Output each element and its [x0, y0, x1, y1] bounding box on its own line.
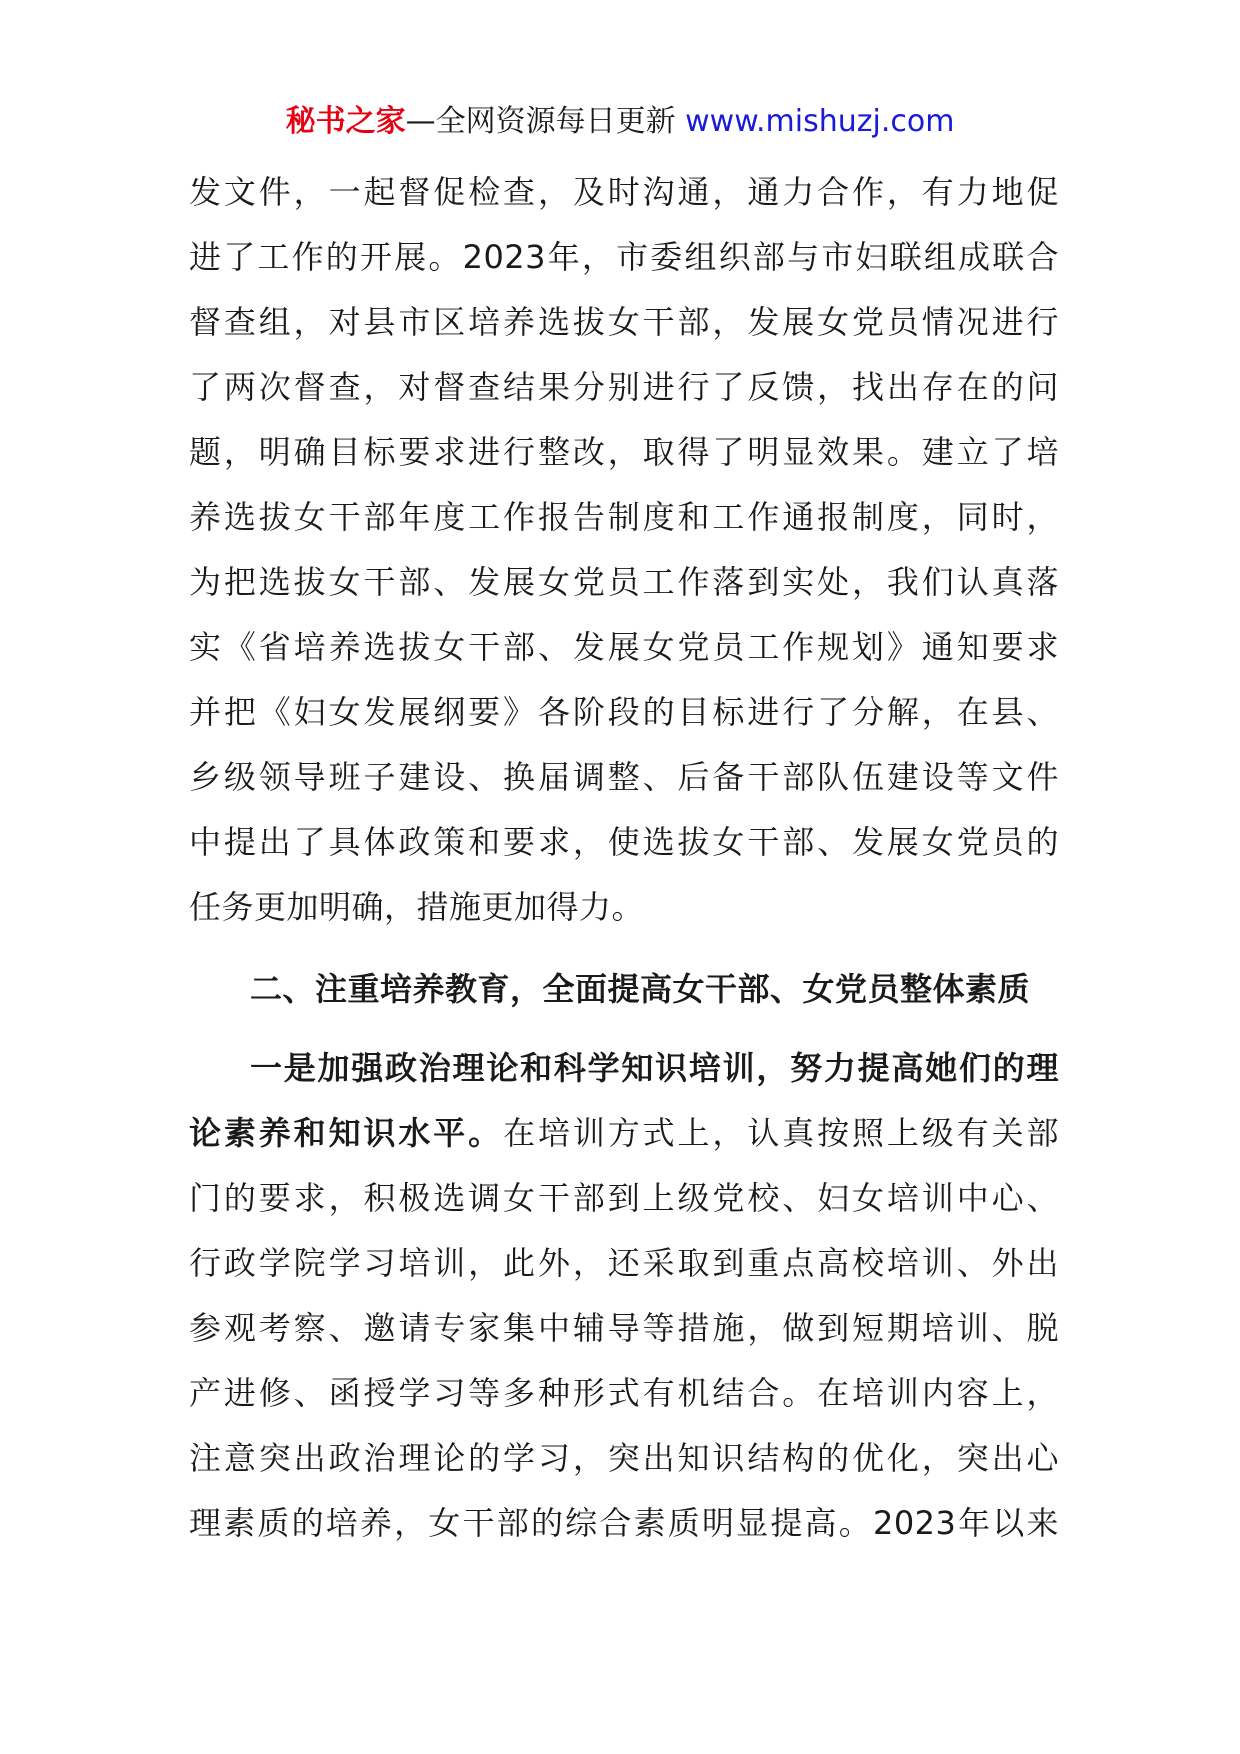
paragraph-line: 行政学院学习培训，此外，还采取到重点高校培训、外出 [189, 1244, 1059, 1282]
header-slogan: —全网资源每日更新 [405, 104, 676, 139]
page-header [0, 102, 1240, 142]
paragraph-line: 任务更加明确，措施更加得力。 [189, 888, 645, 926]
paragraph-line: 实《省培养选拔女干部、发展女党员工作规划》通知要求 [189, 628, 1059, 666]
header-url-link[interactable]: www.mishuzj.com [685, 104, 955, 139]
paragraph-bold-span: 论素养和知识水平。 [189, 1114, 504, 1152]
section-heading: 二、注重培养教育，全面提高女干部、女党员整体素质 [250, 970, 1031, 1008]
paragraph-line: 理素质的培养，女干部的综合素质明显提高。2023年以来 [189, 1504, 1059, 1542]
paragraph-line: 参观考察、邀请专家集中辅导等措施，做到短期培训、脱 [189, 1309, 1059, 1347]
paragraph-1 [189, 160, 1059, 940]
paragraph-line-mixed [189, 1101, 1059, 1166]
paragraph-span: 在培训方式上，认真按照上级有关部 [503, 1114, 1059, 1152]
paragraph-line: 门的要求，积极选调女干部到上级党校、妇女培训中心、 [189, 1179, 1059, 1217]
paragraph-line: 进了工作的开展。2023年，市委组织部与市妇联组成联合 [189, 238, 1059, 276]
paragraph-line: 为把选拔女干部、发展女党员工作落到实处，我们认真落 [189, 563, 1059, 601]
paragraph-line: 发文件，一起督促检查，及时沟通，通力合作，有力地促 [189, 173, 1059, 211]
paragraph-line: 注意突出政治理论的学习，突出知识结构的优化，突出心 [189, 1439, 1059, 1477]
paragraph-line: 产进修、函授学习等多种形式有机结合。在培训内容上， [189, 1374, 1059, 1412]
paragraph-bold-line: 一是加强政治理论和科学知识培训，努力提高她们的理 [250, 1049, 1059, 1087]
paragraph-line: 了两次督查，对督查结果分别进行了反馈，找出存在的问 [189, 368, 1059, 406]
paragraph-line: 养选拔女干部年度工作报告制度和工作通报制度，同时， [189, 498, 1059, 536]
header-brand: 秘书之家 [285, 104, 406, 139]
paragraph-line: 题，明确目标要求进行整改，取得了明显效果。建立了培 [189, 433, 1059, 471]
paragraph-line: 督查组，对县市区培养选拔女干部，发展女党员情况进行 [189, 303, 1059, 341]
paragraph-line: 乡级领导班子建设、换届调整、后备干部队伍建设等文件 [189, 758, 1059, 796]
paragraph-2 [189, 1036, 1059, 1556]
paragraph-line: 并把《妇女发展纲要》各阶段的目标进行了分解，在县、 [189, 693, 1059, 731]
paragraph-line: 中提出了具体政策和要求，使选拔女干部、发展女党员的 [189, 823, 1059, 861]
